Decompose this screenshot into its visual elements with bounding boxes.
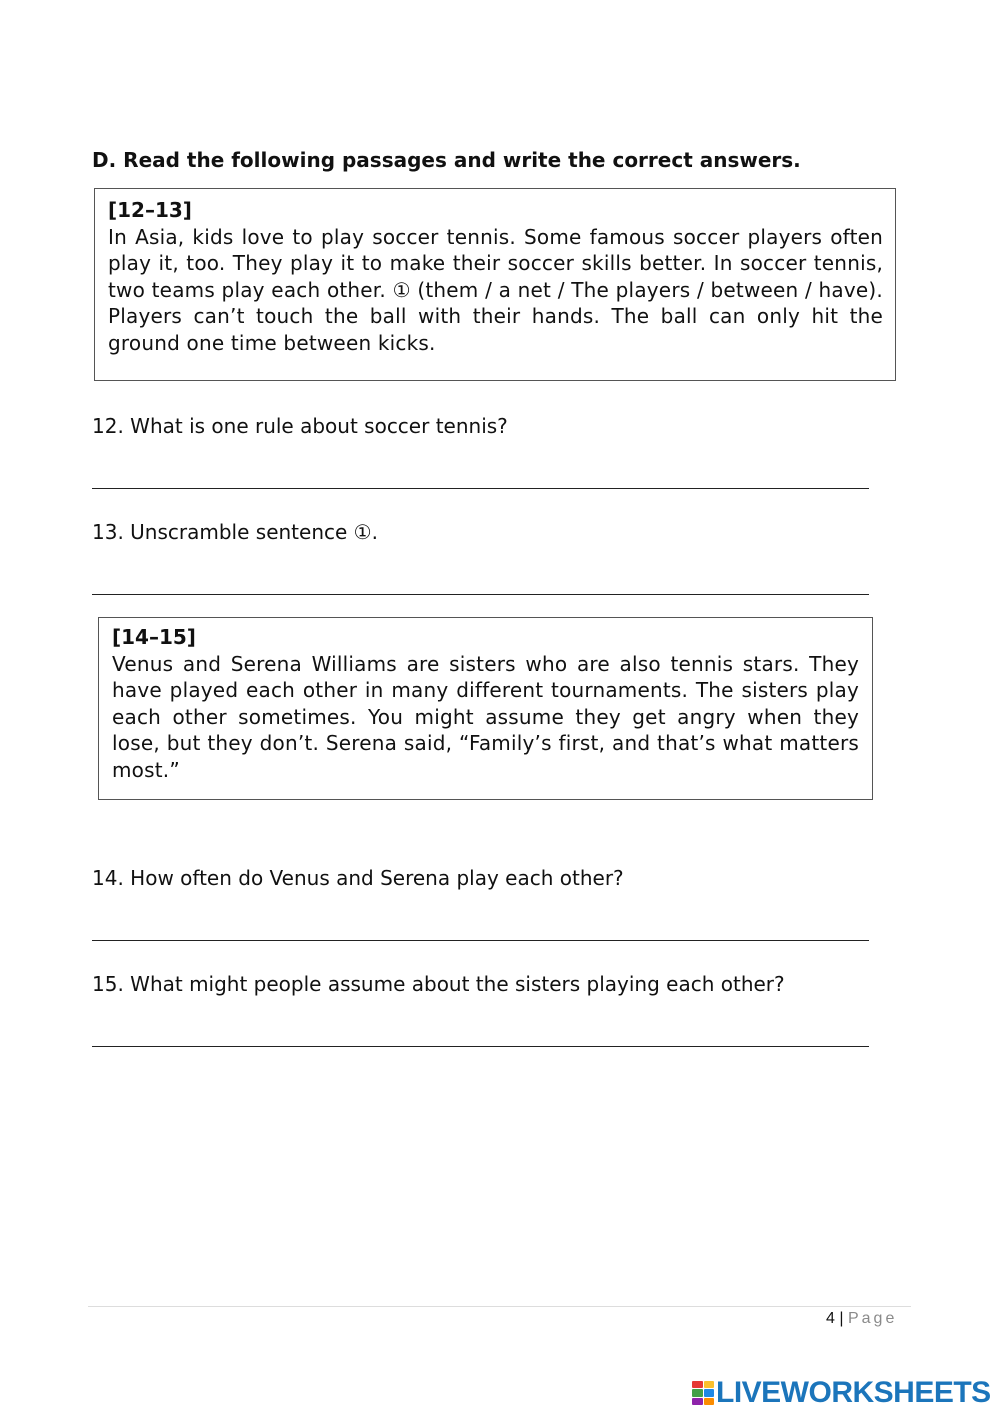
logo-square	[692, 1381, 703, 1388]
logo-square	[692, 1398, 703, 1405]
passage-box-12-13	[94, 188, 896, 381]
passage-text: Venus and Serena Williams are sisters who are also tennis stars. They have played each other in many different tournaments. The sisters play each other sometimes. You might assume they get angry when they lose, but they don’t. Serena said, “Family’s first, and that’s what matters most.”	[112, 651, 859, 782]
liveworksheets-logo	[692, 1376, 991, 1410]
logo-square	[704, 1381, 715, 1388]
page-word: Page	[847, 1310, 898, 1327]
logo-text: LIVEWORKSHEETS	[716, 1376, 991, 1409]
question-13: 13. Unscramble sentence ①.	[92, 520, 378, 544]
footer-divider	[88, 1306, 911, 1307]
passage-box-14-15	[98, 617, 873, 800]
page-separator: |	[839, 1310, 844, 1327]
question-15: 15. What might people assume about the sisters playing each other?	[92, 972, 785, 996]
passage-range-label: [14–15]	[112, 625, 196, 649]
answer-line-13[interactable]	[92, 594, 869, 595]
answer-line-12[interactable]	[92, 488, 869, 489]
question-14: 14. How often do Venus and Serena play each other?	[92, 866, 624, 890]
answer-line-15[interactable]	[92, 1046, 869, 1047]
answer-line-14[interactable]	[92, 940, 869, 941]
logo-square	[704, 1398, 715, 1405]
page-number: 4	[826, 1310, 835, 1327]
page-number-footer	[826, 1310, 897, 1328]
logo-square	[692, 1389, 703, 1396]
question-12: 12. What is one rule about soccer tennis?	[92, 414, 508, 438]
passage-text: In Asia, kids love to play soccer tennis. Some famous soccer players often play it, too. They play it to make their soccer skills better. In soccer tennis, two teams play each other. ① (them / a net / The players / between / have). Players can’t touch the ball with their hands. The ball can only hit the ground one time between kicks.	[108, 224, 883, 355]
passage-range-label: [12–13]	[108, 198, 192, 222]
logo-square	[704, 1389, 715, 1396]
section-heading: D. Read the following passages and write the correct answers.	[92, 148, 801, 172]
logo-icon	[692, 1381, 714, 1405]
